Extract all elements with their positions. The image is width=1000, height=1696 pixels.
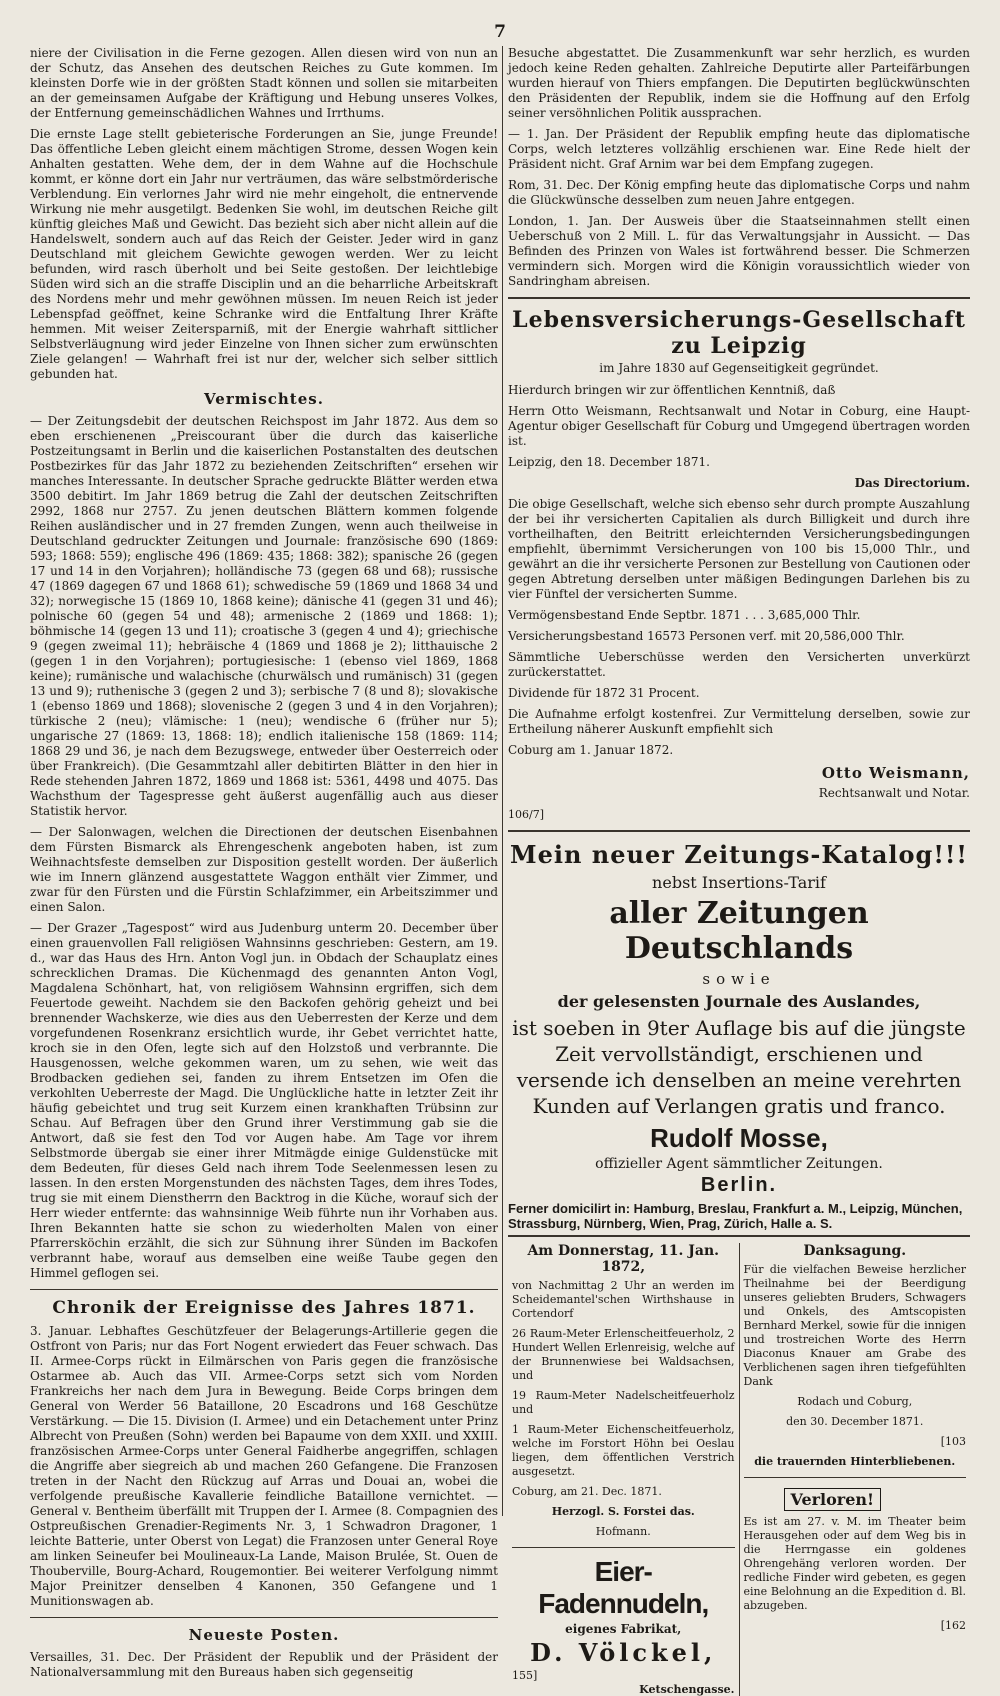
- insurance-ad: [508, 307, 970, 822]
- insurance-detail: Dividende für 1872 31 Procent.: [508, 686, 700, 700]
- mosse-branches: Ferner domicilirt in: Hamburg, Breslau, Frankfurt a. M., Leipzig, München, Strassburg, Nürnberg, Wien, Prag, Zürich, Halle a. S.: [508, 1201, 963, 1231]
- insurance-body: Leipzig, den 18. December 1871.: [508, 455, 710, 469]
- dank-place: Rodach und Coburg,: [797, 1395, 913, 1408]
- ad-number: [103: [940, 1435, 966, 1448]
- eier-title: Eier-Fadennudeln,: [538, 1556, 709, 1619]
- neueste-heading: Neueste Posten.: [188, 1626, 340, 1644]
- mosse-role: offizieller Agent sämmtlicher Zeitungen.: [595, 1156, 883, 1172]
- intro-paragraph: Die ernste Lage stellt gebieterische Forderungen an Sie, junge Freunde! Das öffentliche Leben gleicht einem mächtigen Strome, dessen Wogen kein Anhalten gestatten. Wehe dem, der in dem Wahne auf die Hochschule kommt, er könne dort ein Jahr nur verträumen, das wäre selbstmörderische Verblendung. Ein verlornes Jahr wird nie mehr eingeholt, die entnervende Wirkung nie mehr ausgetilgt. Bedenken Sie wohl, im deutschen Reiche gilt künftig gleiches Maß und Gewicht. Das bezieht sich aber nicht allein auf die Handelswelt, sondern auch auf das Reich der Geister. Jeder wird in ganz Deutschland mit gleichem Gewichte gewogen werden. Wer zu leicht befunden, wird rasch überholt und bei Seite gestoßen. Der leichtlebige Süden wird sich an die straffe Disciplin und an die beharrliche Arbeitskraft des Nordens mehr und mehr gewöhnen müssen. Im neuen Reich ist jeder Lebenspfad geöffnet, keine Schranke wird die Entfaltung Ihrer Kräfte hemmen. Mit weiser Zeitersparniß, mit der Energie wahrhaft sittlicher Selbstverläugnung wird jeder Einzelne von Ihnen sicher zum erwünschten Ziele gelangen! — Wahrhaft frei ist nur der, welcher sich selber sittlich gebunden hat.: [30, 127, 498, 381]
- vermischtes-paragraph: — Der Grazer „Tagespost“ wird aus Judenburg unterm 20. December über einen grauenvollen Fall religiösen Wahnsinns geschrieben: Gestern, am 19. d., war das Haus des Hrn. Anton Vogl jun. in Obdach der Schauplatz eines schrecklichen Dramas. Die Küchenmagd des genannten Anton Vogl, Magdalena Schönhart, hat, von religiösem Wahnsinn ergriffen, sich dem Feuertode geweiht. Nachdem sie den Backofen gehörig geheizt und bei brennender Wachskerze, wie dies aus den Ueberresten der Kerze und dem vorgefundenen Rosenkranz ersichtlich wurde, ihr Gebet verrichtet hatte, kroch sie in den Ofen, legte sich auf den Holzstoß und verbrannte. Die Hausgenossen, welche gekommen waren, um zu sehen, wie weit das Brodbacken gediehen sei, fanden zu ihrem Entsetzen im Ofen die verkohlten Ueberreste der Magd. Die Unglückliche hatte in letzter Zeit ihr häufig gebeichtet und trug seit Kurzem einen krankhaften Trübsinn zur Schau. Auf Befragen über den Grund ihrer Verstimmung gab sie die Antwort, daß sie fest den Tod vor Augen habe. Am Tage vor ihrem Selbstmorde übergab sie einer ihrer Mitmägde einige Guldenstücke mit dem Bedeuten, für dieses Geld nach ihrem Tode Seelenmessen lesen zu lassen. In den ersten Morgenstunden des nächsten Tages, dem ihres Todes, trug sie mit einem Dienstherrn den Backtrog in die Küche, worauf sich der Herr wieder entfernte: das wahnsinnige Weib führte nun ihr Vorhaben aus. Ihren Bekannten hatte sie schon zu wiederholten Malen von einer Pfarrersköchin erzählt, die sich zur Sühnung ihrer Sünden im Backofen verbrannt habe, worauf aus demselben eine weiße Taube gegen den Himmel geflogen sei.: [30, 921, 498, 1280]
- auction-line: 1 Raum-Meter Eichenscheitfeuerholz, welche im Forstort Höhn bei Oeslau liegen, dem öffentlichen Verstrich ausgesetzt.: [512, 1423, 735, 1478]
- lost-heading: Verloren!: [784, 1488, 882, 1511]
- insurance-directorium: Das Directorium.: [854, 476, 970, 490]
- chronik-paragraph: 3. Januar. Lebhaftes Geschützfeuer der Belagerungs-Artillerie gegen die Ostfront von Paris; nur das Fort Nogent erwiedert das Feuer schwach. Das II. Armee-Corps rückt in Eilmärschen von Paris gegen die französische Ostarmee ab. Auch das VII. Armee-Corps setzt sich vom Norden Frankreichs her nach dem Jura in Bewegung. Beide Corps bringen dem General von Werder 56 Bataillone, 20 Escadrons und 168 Geschütze Verstärkung. — Die 15. Division (I. Armee) und ein Detachement unter Prinz Albrecht von Preußen (Sohn) werden bei Bapaume von dem XXII. und XXIII. französischen Armee-Corps unter General Faidherbe angegriffen, schlagen die Angriffe aber siegreich ab und machen 260 Gefangene. Die Franzosen treten in der Nacht den Rückzug auf Arras und Douai an, wobei die verfolgende preußische Kavallerie feindliche Bataillone vernichtet. — General v. Bentheim überfällt mit Truppen der I. Armee (8. Compagnien des Ostpreußischen Grenadier-Regiments Nr. 3, 1 Schwadron Dragoner, 1 leichte Batterie, unter Oberst von Legat) die Franzosen unter General Roye am linken Seineufer bei Moulineaux-La Lande, Maison Brulée, St. Ouen de Thouberville, Bourg-Achard, Rougemontier. Bei weiterer Verfolgung nimmt Major Preinitzer denselben 4 Kanonen, 350 Gefangene und 1 Munitionswagen ab.: [30, 1324, 498, 1608]
- ad-number: 155]: [512, 1669, 538, 1682]
- ad-divider: [508, 830, 970, 832]
- auction-line: 19 Raum-Meter Nadelscheitfeuerholz und: [512, 1389, 735, 1416]
- dank-body: Für die vielfachen Beweise herzlicher Theilnahme bei der Beerdigung unseres geliebten Bruders, Schwagers und Onkels, des Amtscopisten Bernhard Merkel, sowie für die innigen und trostreichen Worte des Herrn Diaconus Knauer am Grabe des Verblichenen sagen ihren tiefgefühlten Dank: [743, 1263, 966, 1388]
- news-paragraph: Besuche abgestattet. Die Zusammenkunft war sehr herzlich, es wurden jedoch keine Reden gehalten. Zahlreiche Deputirte aller Parteifärbungen wurden hierauf von Thiers empfangen. Die Deputirten beglückwünschten den Präsidenten der Republik, indem sie die Hoffnung auf den Erfolg seiner versöhnlichen Politik aussprachen.: [508, 46, 970, 120]
- intro-paragraph: niere der Civilisation in die Ferne gezogen. Allen diesen wird von nun an der Schutz, das Ansehen des deutschen Reiches zu Gute kommen. Im kleinsten Dorfe wie in der größten Stadt können und sollen sie mitarbeiten an der gemeinsamen Aufgabe der Kräftigung und Hebung unseres Volkes, der Entfernung gemeinschädlichen Wahnes und Irrthums.: [30, 46, 498, 120]
- insurance-detail: Vermögensbestand Ende Septbr. 1871 . . . 3,685,000 Thlr.: [508, 608, 861, 622]
- neueste-paragraph: Versailles, 31. Dec. Der Präsident der Republik und der Präsident der Nationalversammlung mit den Bureaus haben sich gegenseitig: [30, 1650, 498, 1679]
- section-divider: [30, 1289, 498, 1290]
- news-paragraph: — 1. Jan. Der Präsident der Republik empfing heute das diplomatische Corps, welch letzteres vollzählig erschienen war. Eine Rede hielt der Präsident nicht. Graf Arnim war bei dem Empfang zugegen.: [508, 127, 970, 171]
- auction-line: 26 Raum-Meter Erlenscheitfeuerholz, 2 Hundert Wellen Erlenreisig, welche auf der Brunnenwiese bei Waldsachsen, und: [512, 1327, 735, 1382]
- insurance-detail: Versicherungsbestand 16573 Personen verf. mit 20,586,000 Thlr.: [508, 629, 905, 643]
- mosse-name: Rudolf Mosse,: [650, 1123, 828, 1153]
- mosse-ad: [508, 840, 970, 1231]
- insurance-detail: Coburg am 1. Januar 1872.: [508, 743, 674, 757]
- insurance-signature: Otto Weismann,: [821, 764, 970, 782]
- eier-address: Ketschengasse.: [639, 1683, 735, 1696]
- box-divider: [512, 1547, 735, 1548]
- dank-heading: Danksagung.: [803, 1243, 907, 1259]
- vermischtes-paragraph: — Der Zeitungsdebit der deutschen Reichspost im Jahr 1872. Aus dem so eben erschienenen „Preiscourant über die durch das kaiserliche Postzeitungsamt in Berlin und die kaiserlichen Postanstalten des deutschen Postbezirkes für das Jahr 1872 zu beziehenden Zeitschriften“ ersehen wir manches Interessante. In deutscher Sprache gedruckte Blätter werden etwa 3500 debitirt. Im Jahr 1869 betrug die Zahl der deutschen Zeitschriften 2992, 1868 nur 2757. Zu jenen deutschen Blättern kommen folgende Reihen ausländischer und in 27 fremden Zungen, wenn auch theilweise in Deutschland gedruckter Zeitungen und Journale: französische 690 (1869: 593; 1868: 559); englische 496 (1869: 435; 1868: 382); spanische 26 (gegen 17 und 14 in den Vorjahren); holländische 73 (gegen 68 und 68); russische 47 (1869 dagegen 67 und 1868 61); schwedische 59 (1869 und 1868 34 und 32); norwegische 15 (1869 10, 1868 keine); dänische 41 (gegen 31 und 46); polnische 60 (gegen 54 und 48); armenische 2 (1869 und 1868: 1); böhmische 14 (gegen 13 und 11); croatische 3 (gegen 4 und 4); griechische 9 (gegen zweimal 11); hebräische 4 (1869 und 1868 je 2); litthauische 2 (gegen 1 in den Vorjahren); portugiesische: 1 (ebenso viel 1869, 1868 keine); rumänische und walachische (churwälsch und rumänisch) 31 (gegen 13 und 9); ruthenische 3 (gegen 2 und 3); serbische 7 (8 und 8); slovakische 1 (ebenso 1869 und 1868); slovenische 2 (gegen 3 und 4 in den Vorjahren); türkische 2 (neu); vlämische: 1 (neu); wendische 6 (früher nur 5); ungarische 27 (1869: 13, 1868: 18); endlich italienische 158 (1869: 114; 1868 29 und 36, je nach dem Bezugswege, entweder über Oesterreich oder über Frankreich). (Die Gesammtzahl aller debitirten Blätter in den hier in Rede stehenden Jahren 1872, 1869 und 1868 ist: 5361, 4498 und 4075. Das Wachsthum der Tagespresse geht äußerst augenfällig auch aus dieser Statistik hervor.: [30, 414, 498, 818]
- news-paragraph: Rom, 31. Dec. Der König empfing heute das diplomatische Corps und nahm die Glückwünsche desselben zum neuen Jahre entgegen.: [508, 178, 970, 207]
- insurance-subtitle: im Jahre 1830 auf Gegenseitigkeit gegründet.: [599, 361, 879, 375]
- mosse-main-line: aller Zeitungen Deutschlands: [609, 896, 869, 966]
- page-number: 7: [494, 22, 506, 42]
- eier-subtitle: eigenes Fabrikat,: [565, 1622, 682, 1636]
- mosse-journale: der gelesensten Journale des Auslandes,: [557, 992, 921, 1011]
- auction-line: Herzogl. S. Forstei das.: [551, 1505, 695, 1518]
- right-column: [508, 46, 970, 1696]
- vermischtes-paragraph: — Der Salonwagen, welchen die Directionen der deutschen Eisenbahnen dem Fürsten Bismarck als Ehrengeschenk angeboten haben, ist zum Weihnachtsfeste demselben zur Disposition gestellt worden. Der äußerlich wie im Innern glänzend ausgestattete Waggon enthält vier Zimmer, und zwar für den Fürsten und die Fürstin Schlafzimmer, ein Arbeitszimmer und einen Salon.: [30, 825, 498, 914]
- ad-number: 106/7]: [508, 808, 544, 821]
- auction-line: von Nachmittag 2 Uhr an werden im Scheidemantel'schen Wirthshause in Cortendorf: [512, 1279, 735, 1320]
- vermischtes-heading: Vermischtes.: [204, 390, 324, 408]
- dank-signed: die trauernden Hinterbliebenen.: [754, 1455, 956, 1468]
- ad-number: [162: [940, 1619, 966, 1632]
- insurance-detail: Die obige Gesellschaft, welche sich ebenso sehr durch prompte Auszahlung der bei ihr versicherten Capitalien als durch Billigkeit und durch ihre vortheilhaften, den Beitritt erleichternden Versicherungsbedingungen empfiehlt, übernimmt Versicherungen von 100 bis 15,000 Thlr., und gewährt an die ihr versicherte Personen zur Bestellung von Cautionen oder gegen Abtretung derselben unter mäßigen Bedingungen Darlehen bis zu vier Fünftel der versicherten Summe.: [508, 497, 970, 601]
- chronik-heading: Chronik der Ereignisse des Jahres 1871.: [52, 1298, 476, 1318]
- insurance-body: Hierdurch bringen wir zur öffentlichen Kenntniß, daß: [508, 383, 836, 397]
- left-column: [30, 46, 498, 1679]
- lost-body: Es ist am 27. v. M. im Theater beim Herausgehen oder auf dem Weg bis in die Herrngasse ein goldenes Ohrengehäng verloren worden. Der redliche Finder wird gebeten, es gegen eine Belohnung an die Expedition d. Bl. abzugeben.: [743, 1515, 966, 1612]
- ad-divider: [508, 297, 970, 299]
- insurance-title: Lebensversicherungs-Gesellschaft zu Leipzig: [512, 307, 966, 359]
- auction-line: Coburg, am 21. Dec. 1871.: [512, 1485, 662, 1498]
- box-divider: [744, 1477, 967, 1478]
- insurance-detail: Sämmtliche Ueberschüsse werden den Versicherten unverkürzt zurückerstattet.: [508, 650, 970, 679]
- insurance-body: Herrn Otto Weismann, Rechtsanwalt und Notar in Coburg, eine Haupt-Agentur obiger Gesellschaft für Coburg und Umgegend übertragen worden ist.: [508, 404, 970, 448]
- auction-line: Hofmann.: [595, 1525, 651, 1538]
- auction-heading: Am Donnerstag, 11. Jan. 1872,: [527, 1243, 720, 1275]
- mosse-body: ist soeben in 9ter Auflage bis auf die jüngste Zeit vervollständigt, erschienen und versende ich denselben an meine verehrten Kunden auf Verlangen gratis und franco.: [512, 1016, 966, 1118]
- small-ads-row: [508, 1235, 970, 1696]
- dank-date: den 30. December 1871.: [786, 1415, 924, 1428]
- dank-ad: [739, 1243, 971, 1696]
- mosse-sowie: sowie: [702, 970, 776, 988]
- mosse-city: Berlin.: [700, 1174, 778, 1196]
- mosse-subline: nebst Insertions-Tarif: [652, 873, 826, 892]
- section-divider: [30, 1617, 498, 1618]
- insurance-signature-role: Rechtsanwalt und Notar.: [818, 786, 970, 800]
- column-rule: [502, 46, 503, 1516]
- auction-ad: [508, 1243, 739, 1696]
- news-paragraph: London, 1. Jan. Der Ausweis über die Staatseinnahmen stellt einen Ueberschuß von 2 Mill. L. für das Verwaltungsjahr in Aussicht. — Das Befinden des Prinzen von Wales ist fortwährend besser. Die Schmerzen vermindern sich. Morgen wird die Königin voraussichtlich wieder von Sandringham abreisen.: [508, 214, 970, 288]
- mosse-headline: Mein neuer Zeitungs-Katalog!!!: [510, 840, 968, 869]
- eier-name: D. Völckel,: [530, 1638, 717, 1667]
- insurance-detail: Die Aufnahme erfolgt kostenfrei. Zur Vermittelung derselben, sowie zur Ertheilung näherer Auskunft empfiehlt sich: [508, 707, 970, 736]
